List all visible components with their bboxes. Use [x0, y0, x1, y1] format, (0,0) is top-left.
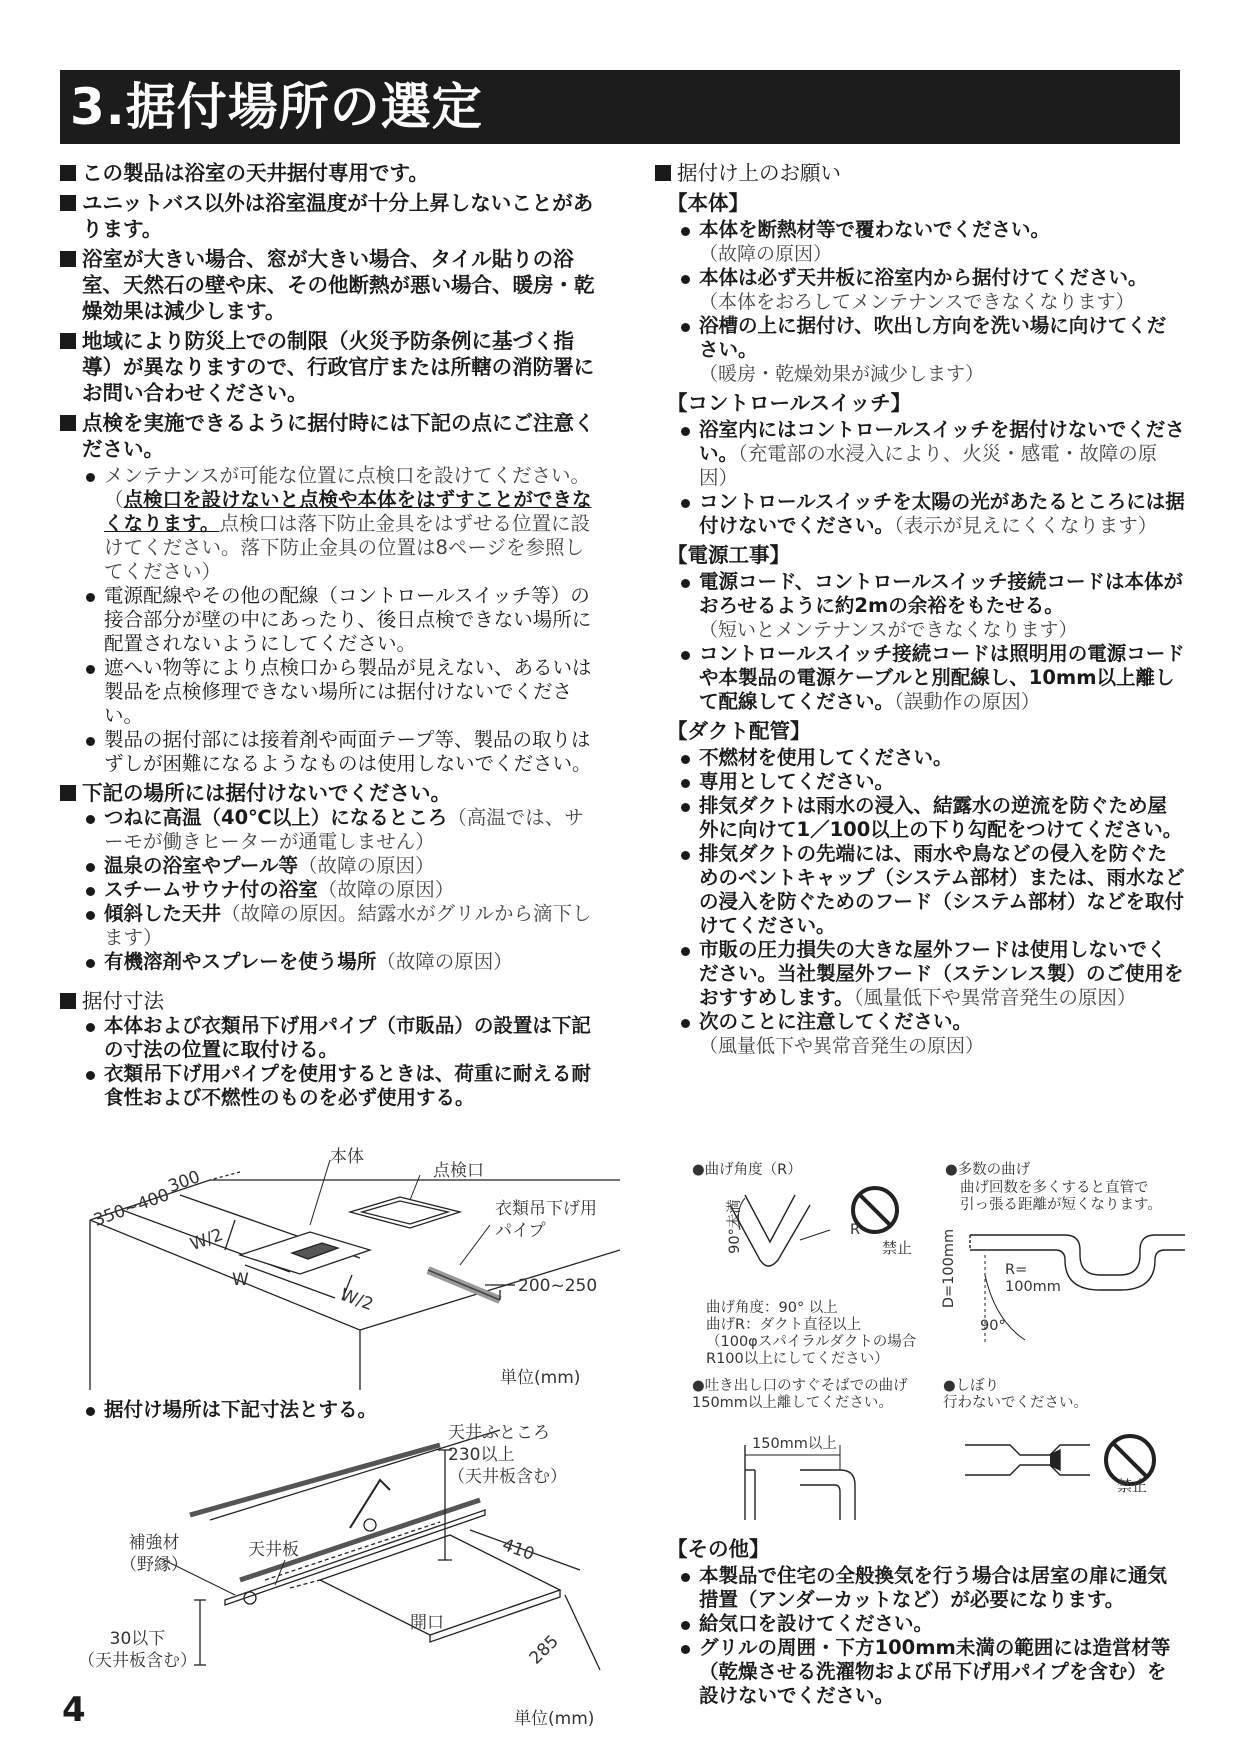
square-bullet-icon [60, 785, 76, 801]
text: 排気ダクトの先端には、雨水や鳥などの侵入を防ぐためのベントキャップ（システム部材）または、雨水などの浸入を防ぐためのフード（システム部材）などを取付けてください。 [699, 842, 1185, 937]
bullet-noncombustible [655, 746, 1185, 770]
bullet-icon [86, 1023, 95, 1032]
bold-text: 温泉の浴室やプール等 [104, 854, 299, 877]
bullet-icon [681, 947, 690, 956]
bullet-sloped-ceiling [60, 902, 600, 950]
bullet-hot-spring [60, 854, 600, 878]
bullet-icon [681, 779, 690, 788]
bullet-icon [86, 911, 95, 920]
text: メンテナンスが可能な位置に点検口を設けてください。（ [104, 464, 590, 511]
bullet-obstruction [60, 656, 600, 728]
text: 排気ダクトは雨水の浸入、結露水の逆流を防ぐため屋外に向けて1／100以上の下り勾配をつけてください。 [699, 794, 1183, 841]
label-w: W [232, 1270, 249, 1290]
square-bullet-icon [60, 415, 76, 431]
bold-text: 傾斜した天井 [104, 902, 222, 925]
square-bullet-icon [60, 165, 76, 181]
bold-text: 市販の圧力損失の大きな屋外フードは使用しないでください。当社製屋外フード（ステンレス製）のご使用をおすすめします。 [699, 938, 1184, 1009]
label-w2-a: W/2 [187, 1224, 226, 1256]
text: 据付け場所は下記寸法とする。 [104, 1398, 378, 1421]
bullet-undercut [655, 1564, 1185, 1612]
bullet-icon [681, 755, 690, 764]
label-dim-300: 300 [165, 1167, 203, 1197]
item-prohibited-places [60, 780, 600, 806]
bullet-icon [86, 959, 95, 968]
square-bullet-icon [60, 251, 76, 267]
bullet-icon [681, 1621, 690, 1630]
bold-text: つねに高温（40℃以上）になるところ [104, 806, 448, 829]
right-column-bottom [655, 1532, 1185, 1708]
unit-body-shape [240, 1232, 370, 1274]
label-unit-1: 単位(mm) [500, 1368, 581, 1388]
bullet-icon [86, 665, 95, 674]
note-cord-slack: （短いとメンテナンスができなくなります） [699, 619, 1078, 641]
text: 衣類吊下げ用パイプを使用するときは、荷重に耐える耐食性および不燃性のものを必ず使用する。 [104, 1062, 591, 1109]
label-hontai: 本体 [330, 1147, 364, 1167]
text: 給気口を設けてください。 [699, 1612, 934, 1635]
note-attention: （風量低下や異常音発生の原因） [699, 1035, 985, 1057]
bullet-insulation [655, 218, 1185, 242]
text: 据付寸法 [82, 989, 164, 1013]
bullet-icon [86, 473, 95, 482]
bullet-icon [681, 851, 690, 860]
label-dim-30: 30以下 （天井板含む） [78, 1629, 197, 1671]
text: この製品は浴室の天井据付専用です。 [82, 161, 429, 185]
title-bar [60, 70, 1180, 144]
label-bend-note: 曲げ角度：90° 以上 曲げR：ダクト直径以上 （100φスパイラルダクトの場合 R100以上にしてください） [706, 1300, 917, 1367]
label-opening: 開口 [410, 1613, 444, 1633]
bullet-icon [86, 1071, 95, 1080]
section-power-work: 【電源工事】 [667, 543, 790, 567]
text: 製品の据付部には接着剤や両面テープ等、製品の取りはずしが困難になるようなものは使用しないでください。 [104, 728, 592, 775]
bold-text: コントロールスイッチを太陽の光があたるところには据付けないでください。 [699, 490, 1185, 537]
square-bullet-icon [60, 195, 76, 211]
label-ceiling-board: 天井板 [248, 1540, 299, 1560]
label-r100: R= 100mm [1005, 1262, 1061, 1295]
right-column [655, 160, 1185, 1058]
label-d100: D=100mm [941, 1228, 958, 1309]
item-install-dimensions [60, 988, 600, 1014]
item-fire-regulation [60, 328, 600, 406]
label-bend-angle-title: ●曲げ角度（R） [692, 1162, 802, 1178]
bullet-icon [681, 803, 690, 812]
label-ceiling-space: 天井ふところ 230以上 （天井板含む） [448, 1423, 567, 1487]
bullet-icon [681, 323, 690, 332]
label-w2-b: W/2 [337, 1284, 376, 1316]
underlined-text: 点検口を設けないと点検や本体をはずすことができなくなります。 [104, 488, 592, 535]
text: グリルの周囲・下方100mm未満の範囲には造営材等（乾燥させる洗濯物および吊下げ用パイプを含む）を設けないでください。 [699, 1636, 1171, 1707]
text: 次のことに注意してください。 [699, 1010, 973, 1033]
bullet-icon [86, 887, 95, 896]
bullet-icon [681, 1645, 690, 1654]
text: 点検を実施できるように据付時には下記の点にご注意ください。 [82, 411, 595, 461]
note-insulation: （故障の原因） [699, 243, 833, 265]
figure-throttle [960, 1420, 1190, 1500]
bullet-icon [681, 579, 690, 588]
label-pipe: 衣類吊下げ用 パイプ [495, 1199, 597, 1241]
text: 浴室が大きい場合、窓が大きい場合、タイル貼りの浴室、天然石の壁や床、その他断熱が悪い場合、暖房・乾燥効果は減少します。 [82, 247, 595, 323]
section-other: 【その他】 [667, 1537, 770, 1561]
text: 不燃材を使用してください。 [699, 746, 953, 769]
label-prohibit-1: 禁止 [882, 1239, 913, 1257]
page-number: 4 [62, 1690, 86, 1730]
label-r: R [850, 1222, 861, 1238]
label-prohibit-2: 禁止 [1117, 1477, 1148, 1495]
text: （故障の原因） [376, 950, 513, 973]
note-above-tub: （暖房・乾燥効果が減少します） [699, 363, 985, 385]
bullet-icon [86, 863, 95, 872]
square-bullet-icon [655, 165, 671, 181]
section-duct: 【ダクト配管】 [667, 719, 811, 743]
text: （故障の原因） [317, 878, 455, 901]
text: （風量低下や異常音発生の原因） [853, 986, 1137, 1009]
bullet-grill-clearance [655, 1636, 1185, 1708]
bullet-icon [681, 1573, 690, 1582]
label-90-deg: 90° [980, 1318, 1006, 1334]
text: （故障の原因。結露水がグリルから滴下します） [104, 902, 592, 949]
bullet-install-position [60, 1014, 600, 1062]
bold-text: コントロールスイッチ接続コードは照明用の電源コードや本製品の電源ケーブルと別配線し、10mm以上離して配線してください。 [699, 642, 1185, 713]
bullet-icon [681, 651, 690, 660]
text: 浴槽の上に据付け、吹出し方向を洗い場に向けてください。 [699, 314, 1167, 361]
left-column [60, 160, 600, 1110]
bullet-icon [681, 275, 690, 284]
label-multi-bend-title: ●多数の曲げ [945, 1162, 1031, 1178]
text: 点検口は落下防止金具をはずせる位置に設けてください。落下防止金具の位置は8ページを参照してください） [104, 512, 590, 583]
text: （表示が見えにくくなります） [894, 514, 1158, 537]
text: ユニットバス以外は浴室温度が十分上昇しないことがあります。 [82, 191, 594, 241]
text: 専用としてください。 [699, 770, 895, 793]
bullet-adhesive [60, 728, 600, 776]
label-throttle-title: ●しぼり 行わないでください。 [943, 1378, 1088, 1411]
figure-multi-bend [945, 1225, 1185, 1355]
label-angle-under-90: 90°未満 [726, 1199, 743, 1254]
text: 据付け上のお願い [677, 161, 841, 185]
bullet-install-place [60, 1398, 624, 1422]
square-bullet-icon [60, 333, 76, 349]
install-requests-heading [655, 160, 1185, 186]
item-large-bathroom [60, 246, 600, 324]
note-install-from-inside: （本体をおろしてメンテナンスできなくなります） [699, 291, 1135, 313]
text: （高温では、サーモが働きヒーターが通電しません） [104, 806, 584, 853]
bullet-cord-slack [655, 570, 1185, 618]
square-bullet-icon [60, 993, 76, 1009]
bullet-icon [681, 227, 690, 236]
bullet-wiring [60, 584, 600, 656]
item-unit-bath [60, 190, 600, 242]
bullet-icon [681, 1019, 690, 1028]
bullet-solvent [60, 950, 600, 974]
bullet-icon [86, 815, 95, 824]
inspection-port-shape [350, 1197, 460, 1228]
text: （誤動作の原因） [894, 690, 1041, 713]
bullet-switch-inside [655, 418, 1185, 490]
bullet-icon [86, 1407, 95, 1416]
bullet-sauna [60, 878, 600, 902]
text: 本体は必ず天井板に浴室内から据付けてください。 [699, 266, 1148, 289]
label-dim-410: 410 [499, 1535, 537, 1565]
text: （故障の原因） [298, 854, 435, 877]
text: 本体を断熱材等で覆わないでください。 [699, 218, 1051, 241]
text: 地域により防災上での制限（火災予防条例に基づく指導）が異なりますので、行政官庁または所轄の消防署にお問い合わせください。 [82, 329, 595, 405]
label-reinforcement: 補強材 （野縁） [120, 1533, 188, 1575]
bold-text: スチームサウナ付の浴室 [104, 878, 318, 901]
text: （充電部の水浸入により、火災・感電・故障の原因） [699, 442, 1158, 489]
bullet-dedicated [655, 770, 1185, 794]
text: 電源配線やその他の配線（コントロールスイッチ等）の接合部分が壁の中にあったり、後日点検できない場所に配置されないようにしてください。 [104, 584, 592, 655]
text: 本製品で住宅の全般換気を行う場合は居室の扉に通気措置（アンダーカットなど）が必要になります。 [699, 1564, 1168, 1611]
bullet-attention [655, 1010, 1185, 1034]
section-control-switch: 【コントロールスイッチ】 [667, 391, 912, 415]
text: 電源コード、コントロールスイッチ接続コードは本体がおろせるように約2mの余裕をもたせる。 [699, 570, 1183, 617]
bullet-icon [86, 737, 95, 746]
label-outlet-bend-title: ●吐き出し口のすぐそばでの曲げ 150mm以上離してください。 [692, 1378, 908, 1411]
bullet-vent-cap [655, 842, 1185, 938]
bullet-above-tub [655, 314, 1185, 362]
text: 本体および衣類吊下げ用パイプ（市販品）の設置は下記の寸法の位置に取付ける。 [104, 1014, 591, 1061]
label-unit-2: 単位(mm) [514, 1709, 595, 1729]
bullet-icon [681, 499, 690, 508]
bullet-air-inlet [655, 1612, 1185, 1636]
bullet-icon [86, 593, 95, 602]
label-inspection-port: 点検口 [433, 1161, 484, 1181]
text: 下記の場所には据付けないでください。 [82, 781, 451, 805]
item-inspection [60, 410, 600, 462]
bullet-inspection-port [60, 464, 600, 584]
bold-text: 有機溶剤やスプレーを使う場所 [104, 950, 377, 973]
page-title: 3.据付場所の選定 [70, 78, 483, 136]
bullet-install-from-inside [655, 266, 1185, 290]
bullet-slope [655, 794, 1185, 842]
bullet-icon [681, 427, 690, 436]
item-bathroom-only [60, 160, 600, 186]
label-dim-200-250: 200~250 [518, 1276, 598, 1296]
text: 遮へい物等により点検口から製品が見えない、あるいは製品を点検修理できない場所には据付けないでください。 [104, 656, 592, 727]
label-dim-350-400: 350~400 [90, 1185, 173, 1231]
bold-text: 浴室内にはコントロールスイッチを据付けないでください。 [699, 418, 1185, 465]
bullet-pipe-material [60, 1062, 600, 1110]
label-150mm: 150mm以上 [752, 1436, 837, 1452]
bullet-switch-sunlight [655, 490, 1185, 538]
bullet-separate-wiring [655, 642, 1185, 714]
bullet-outdoor-hood [655, 938, 1185, 1010]
label-dim-285: 285 [525, 1631, 563, 1669]
section-body: 【本体】 [667, 191, 749, 215]
label-multi-bend-desc: 曲げ回数を多くすると直管で 引っ張る距離が短くなります。 [960, 1180, 1162, 1213]
bullet-high-temp [60, 806, 600, 854]
